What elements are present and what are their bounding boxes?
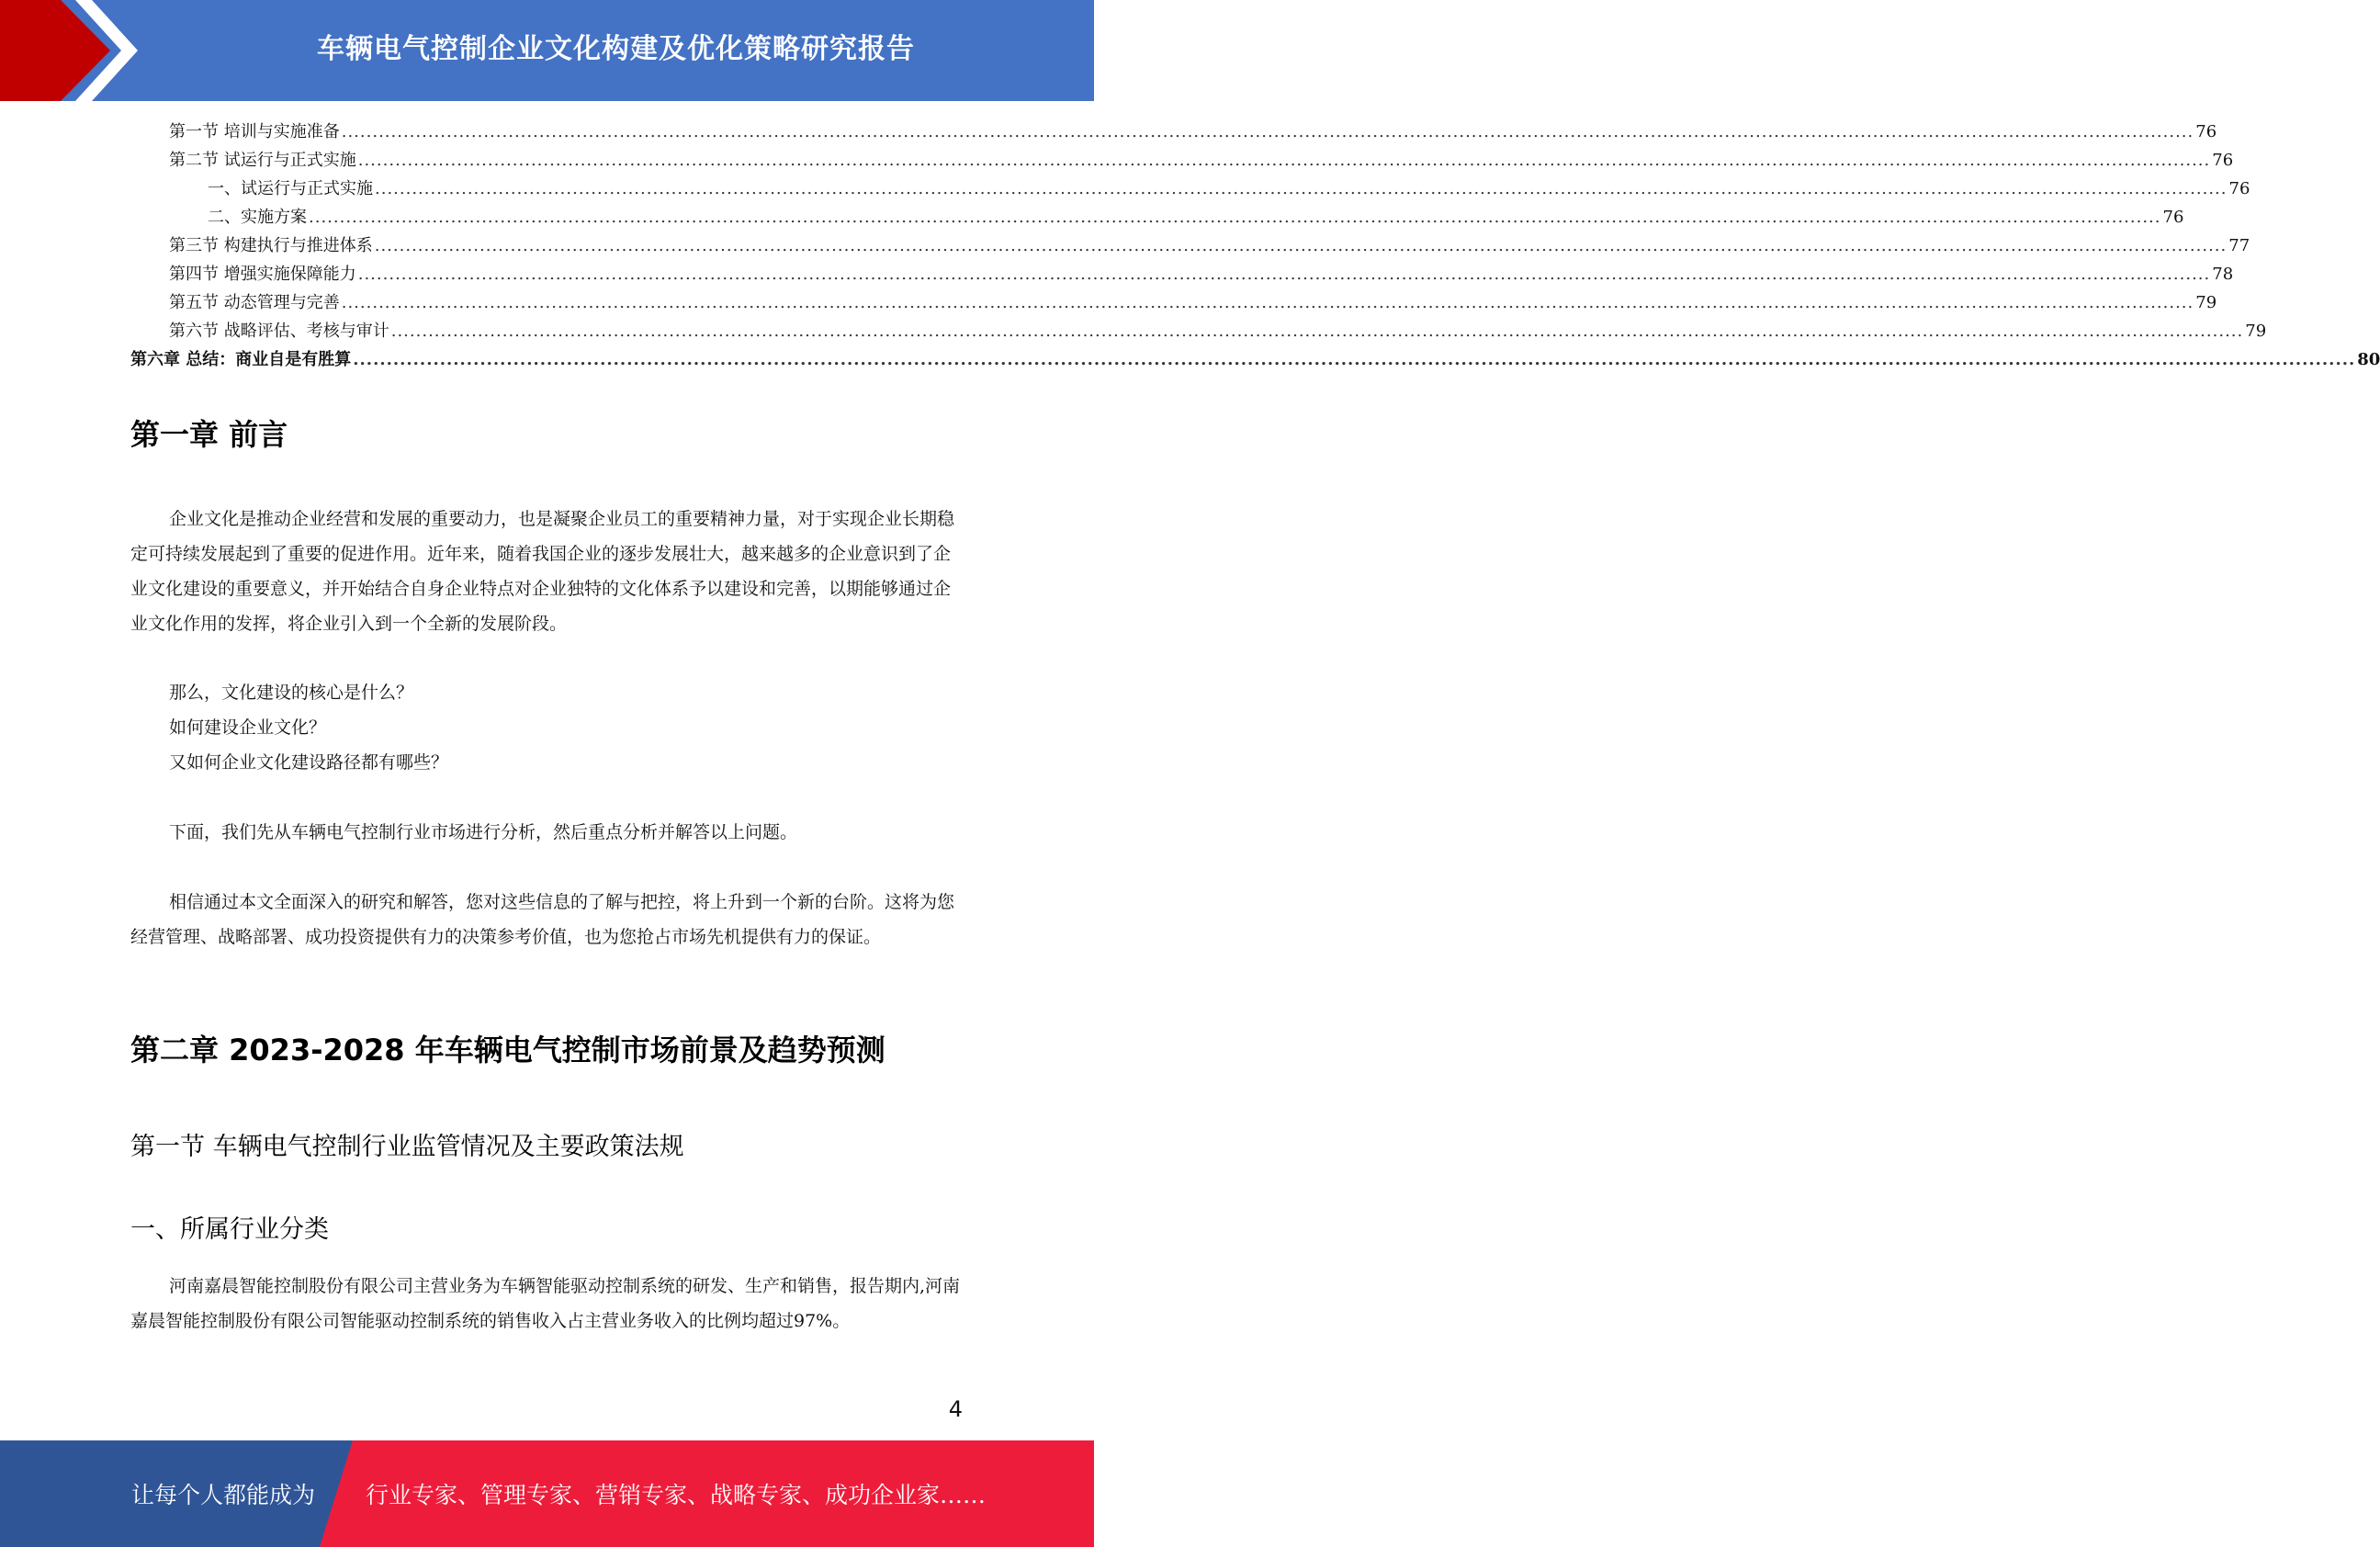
toc-entry-page: 76 [2162, 208, 2184, 227]
chapter-1-paragraph-2: 下面，我们先从车辆电气控制行业市场进行分析，然后重点分析并解答以上问题。 [169, 822, 798, 842]
page-number: 4 [948, 1396, 963, 1422]
section-1-heading: 第一节 车辆电气控制行业监管情况及主要政策法规 [130, 1133, 684, 1161]
toc-entry-page: 76 [2195, 122, 2217, 141]
toc-dot-leader: ............................................................................................................................................................................................................................................................................................................ [353, 350, 2356, 369]
chapter-2-heading: 第二章 2023-2028 年车辆电气控制市场前景及趋势预测 [130, 1033, 885, 1067]
toc-entry[interactable] [130, 345, 2380, 374]
toc-entry-title: 第二节 试运行与正式实施 [169, 151, 356, 170]
toc-dot-leader: ............................................................................................................................................................................................................................................................................................................ [357, 265, 2211, 284]
toc-dot-leader: ............................................................................................................................................................................................................................................................................................................ [390, 322, 2244, 341]
question-line-3: 又如何企业文化建设路径都有哪些？ [169, 752, 449, 773]
toc-dot-leader: ............................................................................................................................................................................................................................................................................................................ [309, 208, 2161, 227]
chapter-2-paragraph-1: 河南嘉晨智能控制股份有限公司主营业务为车辆智能驱动控制系统的研发、生产和销售，报告期内,河南嘉晨智能控制股份有限公司智能驱动控制系统的销售收入占主营业务收入的比例均超过97%。 [130, 1276, 961, 1331]
toc-dot-leader: ............................................................................................................................................................................................................................................................................................................ [341, 122, 2194, 141]
toc-dot-leader: ............................................................................................................................................................................................................................................................................................................ [374, 236, 2228, 255]
toc-entry-page: 76 [2228, 179, 2250, 198]
question-line-2: 如何建设企业文化？ [169, 717, 327, 738]
toc-entry-title: 第三节 构建执行与推进体系 [169, 236, 373, 255]
toc-entry-title: 二、实施方案 [208, 208, 307, 227]
toc-entry-page: 79 [2245, 322, 2267, 341]
toc-entry-title: 第六节 战略评估、考核与审计 [169, 322, 389, 341]
toc-entry-page: 80 [2357, 350, 2380, 369]
chapter-1-heading: 第一章 前言 [130, 417, 288, 452]
footer-slogan-left: 让每个人都能成为 [131, 1482, 316, 1508]
toc-dot-leader: ............................................................................................................................................................................................................................................................................................................ [341, 293, 2194, 312]
page-header [0, 0, 1094, 101]
toc-entry-page: 78 [2212, 265, 2234, 284]
toc-entry[interactable] [130, 260, 2234, 288]
toc-entry-page: 79 [2195, 293, 2217, 312]
toc-dot-leader: ............................................................................................................................................................................................................................................................................................................ [375, 179, 2228, 198]
toc-entry-title: 第五节 动态管理与完善 [169, 293, 340, 312]
chapter-1-paragraph-3: 相信通过本文全面深入的研究和解答，您对这些信息的了解与把控，将上升到一个新的台阶。这将为您经营管理、战略部署、成功投资提供有力的决策参考价值，也为您抢占市场先机提供有力的保证。 [130, 892, 955, 947]
page-footer [0, 1440, 1094, 1547]
toc-entry[interactable] [130, 231, 2250, 260]
toc-entry[interactable] [130, 288, 2217, 317]
toc-entry-title: 第一节 培训与实施准备 [169, 122, 340, 141]
toc-entry-title: 一、试运行与正式实施 [208, 179, 373, 198]
toc-entry-page: 77 [2228, 236, 2250, 255]
toc-entry-page: 76 [2212, 151, 2234, 170]
toc-entry[interactable] [130, 317, 2267, 345]
subsection-1-heading: 一、所属行业分类 [130, 1215, 329, 1244]
table-of-contents [130, 118, 2380, 374]
header-chevron-graphic [0, 0, 138, 101]
toc-entry[interactable] [130, 118, 2217, 146]
toc-entry[interactable] [130, 146, 2234, 175]
footer-slogan-right: 行业专家、管理专家、营销专家、战略专家、成功企业家…… [366, 1482, 987, 1508]
toc-entry[interactable] [130, 203, 2184, 231]
toc-entry-title: 第六章 总结：商业自是有胜算 [130, 350, 352, 369]
toc-entry-title: 第四节 增强实施保障能力 [169, 265, 356, 284]
question-line-1: 那么，文化建设的核心是什么？ [169, 683, 414, 703]
toc-entry[interactable] [130, 175, 2250, 203]
header-title: 车辆电气控制企业文化构建及优化策略研究报告 [317, 33, 915, 65]
toc-dot-leader: ............................................................................................................................................................................................................................................................................................................ [357, 151, 2211, 170]
chapter-1-paragraph-1: 企业文化是推动企业经营和发展的重要动力，也是凝聚企业员工的重要精神力量，对于实现企业长期稳定可持续发展起到了重要的促进作用。近年来，随着我国企业的逐步发展壮大，越来越多的企业意识到了企业文化建设的重要意义，并开始结合自身企业特点对企业独特的文化体系予以建设和完善，以期能够通过企业文化作用的发挥，将企业引入到一个全新的发展阶段。 [130, 509, 955, 634]
